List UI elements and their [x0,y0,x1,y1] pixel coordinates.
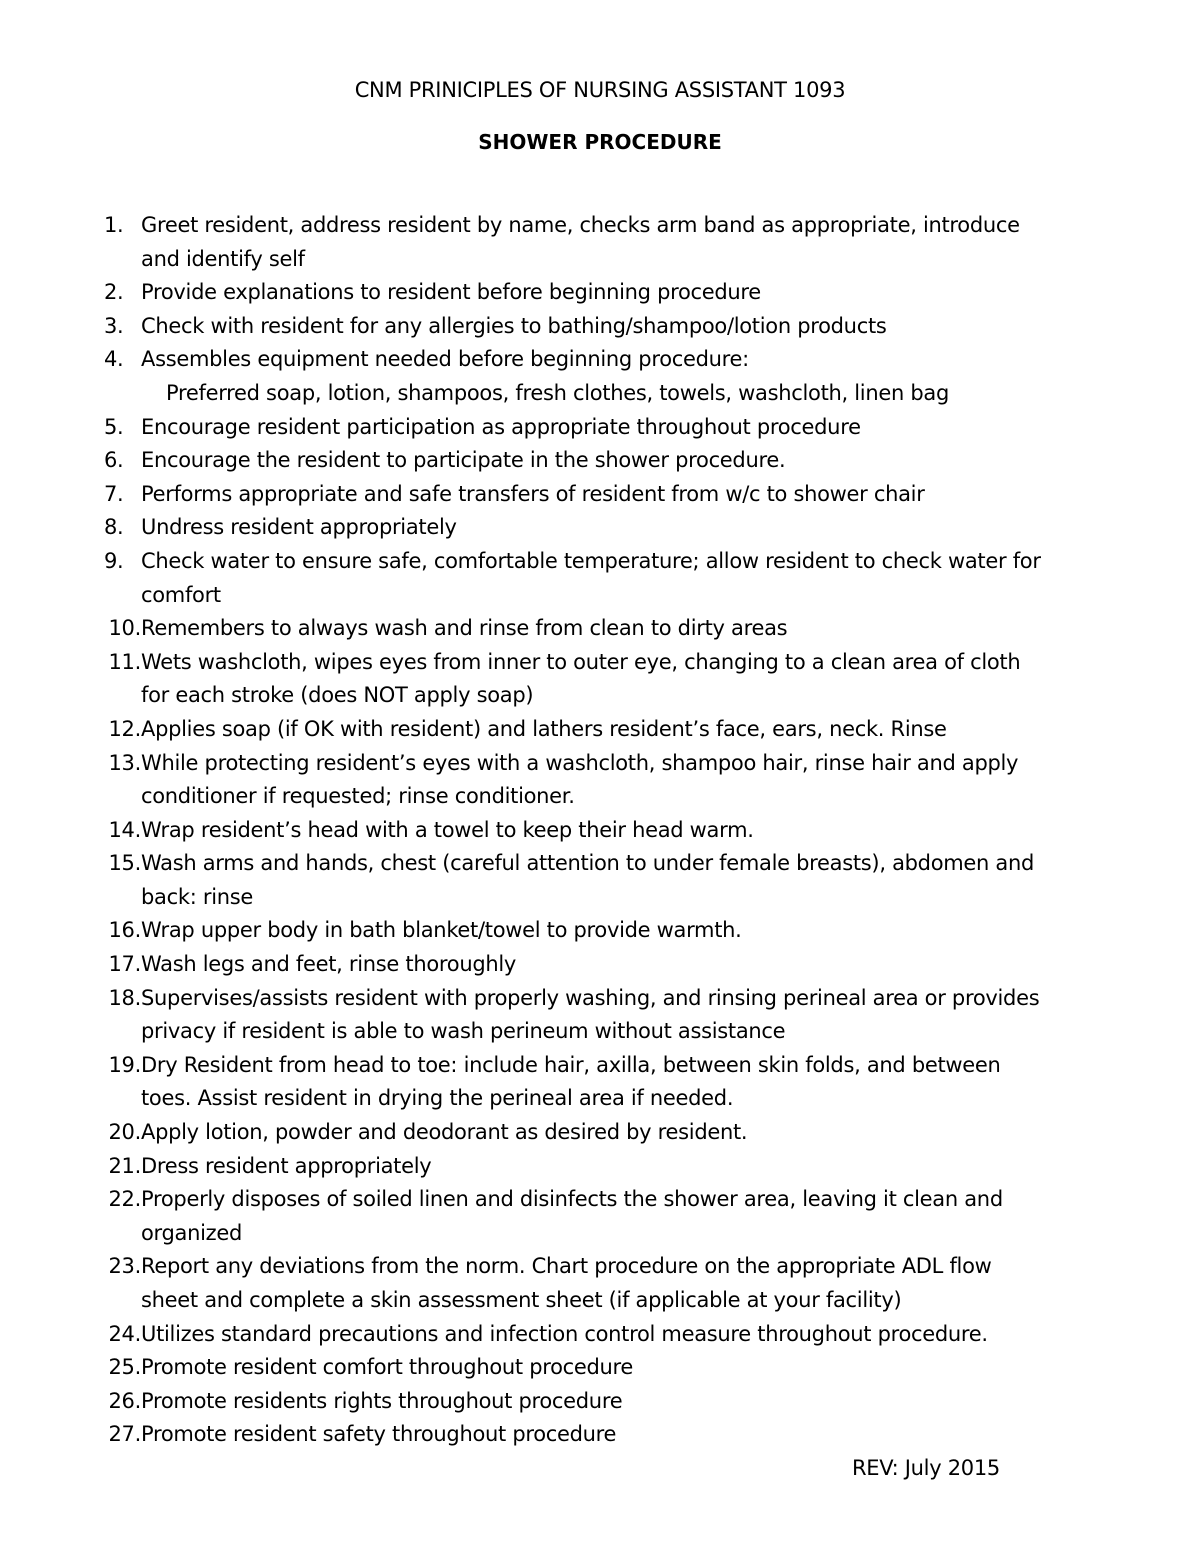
procedure-step [98,343,1138,410]
procedure-step [98,713,1138,747]
procedure-step [98,411,1138,445]
procedure-step [98,1418,1138,1452]
step-number: 10. [108,616,141,641]
step-number: 8. [104,515,124,540]
step-text: While protecting resident’s eyes with a washcloth, shampoo hair, rinse hair and apply conditioner if requested; rinse conditioner. [141,750,1019,809]
document-title: SHOWER PROCEDURE [478,130,722,154]
procedure-step [98,1116,1138,1150]
step-text: Promote residents rights throughout procedure [141,1388,623,1413]
procedure-step [98,310,1138,344]
procedure-step [98,646,1138,713]
step-number: 1. [104,213,124,237]
procedure-step [98,1250,1138,1317]
procedure-step [98,814,1138,848]
step-text: Wrap resident’s head with a towel to keep their head warm. [141,817,754,842]
step-number: 14. [108,817,141,842]
procedure-step [98,1385,1138,1419]
step-number: 21. [108,1153,141,1178]
step-text: Wets washcloth, wipes eyes from inner to outer eye, changing to a clean area of cloth for each stroke (does NOT apply soap) [141,649,1021,708]
step-number: 19. [108,1052,141,1077]
course-title: CNM PRINICIPLES OF NURSING ASSISTANT 1093 [354,78,846,102]
step-text: Assembles equipment needed before beginning procedure: [141,347,749,372]
step-number: 7. [104,481,124,506]
procedure-step [98,612,1138,646]
step-number: 27. [108,1422,141,1447]
step-text: Greet resident, address resident by name, checks arm band as appropriate, introduce and identify self [141,213,1020,271]
step-text: Apply lotion, powder and deodorant as desired by resident. [141,1120,748,1145]
step-text: Utilizes standard precautions and infection control measure throughout procedure. [141,1321,988,1346]
step-text: Encourage the resident to participate in the shower procedure. [141,448,786,473]
step-number: 12. [108,716,141,741]
procedure-step [98,545,1138,612]
step-text: Undress resident appropriately [141,515,457,540]
step-text: Promote resident comfort throughout procedure [141,1355,634,1380]
step-text: Report any deviations from the norm. Chart procedure on the appropriate ADL flow sheet and complete a skin assessment sheet (if applicable at your facility) [141,1254,992,1312]
procedure-step [98,209,1138,276]
procedure-step [98,276,1138,310]
step-number: 16. [108,918,141,943]
step-text: Provide explanations to resident before beginning procedure [141,280,761,305]
step-text: Properly disposes of soiled linen and disinfects the shower area, leaving it clean and organized [141,1187,1003,1245]
step-text: Wash legs and feet, rinse thoroughly [141,952,517,977]
procedure-step [98,914,1138,948]
procedure-step [98,1351,1138,1385]
procedure-step [98,982,1138,1049]
step-number: 2. [104,280,124,305]
step-number: 5. [104,414,124,439]
step-text: Check with resident for any allergies to bathing/shampoo/lotion products [141,313,887,338]
procedure-step [98,1150,1138,1184]
step-text: Encourage resident participation as appropriate throughout procedure [141,414,861,439]
step-number: 20. [108,1120,141,1145]
procedure-step [98,478,1138,512]
procedure-step [98,444,1138,478]
step-text: Check water to ensure safe, comfortable temperature; allow resident to check water for comfort [141,548,1041,607]
procedure-step-list [98,209,1138,1452]
step-number: 25. [108,1355,141,1380]
step-text: Wash arms and hands, chest (careful attention to under female breasts), abdomen and back: rinse [141,851,1035,909]
step-number: 15. [108,851,141,876]
procedure-step [98,1318,1138,1352]
procedure-step [98,747,1138,814]
step-text: Applies soap (if OK with resident) and lathers resident’s face, ears, neck. Rinse [141,716,947,741]
step-text: Promote resident safety throughout procedure [141,1422,617,1447]
step-number: 17. [108,952,141,977]
step-text: Wrap upper body in bath blanket/towel to provide warmth. [141,918,742,943]
step-number: 22. [108,1187,141,1212]
step-number: 24. [108,1321,141,1346]
procedure-step [98,1183,1138,1250]
step-subline: Preferred soap, lotion, shampoos, fresh clothes, towels, washcloth, linen bag [166,380,949,405]
step-number: 3. [104,313,124,338]
step-text: Supervises/assists resident with properly washing, and rinsing perineal area or provides privacy if resident is able to wash perineum without assistance [141,985,1040,1044]
step-number: 9. [104,548,124,573]
step-text: Remembers to always wash and rinse from clean to dirty areas [141,616,788,641]
step-number: 4. [104,347,124,372]
revision-date: REV: July 2015 [852,1456,1000,1480]
step-number: 26. [108,1388,141,1413]
step-number: 11. [108,649,141,674]
step-number: 23. [108,1254,141,1279]
step-text: Performs appropriate and safe transfers of resident from w/c to shower chair [141,481,925,506]
procedure-step [98,511,1138,545]
procedure-step [98,847,1138,914]
step-number: 6. [104,448,124,473]
procedure-step [98,948,1138,982]
step-number: 18. [108,985,141,1010]
step-text: Dress resident appropriately [141,1153,432,1178]
step-text: Dry Resident from head to toe: include hair, axilla, between skin folds, and between toes. Assist resident in drying the perineal area if needed. [141,1052,1001,1111]
procedure-step [98,1049,1138,1116]
step-number: 13. [108,750,141,775]
